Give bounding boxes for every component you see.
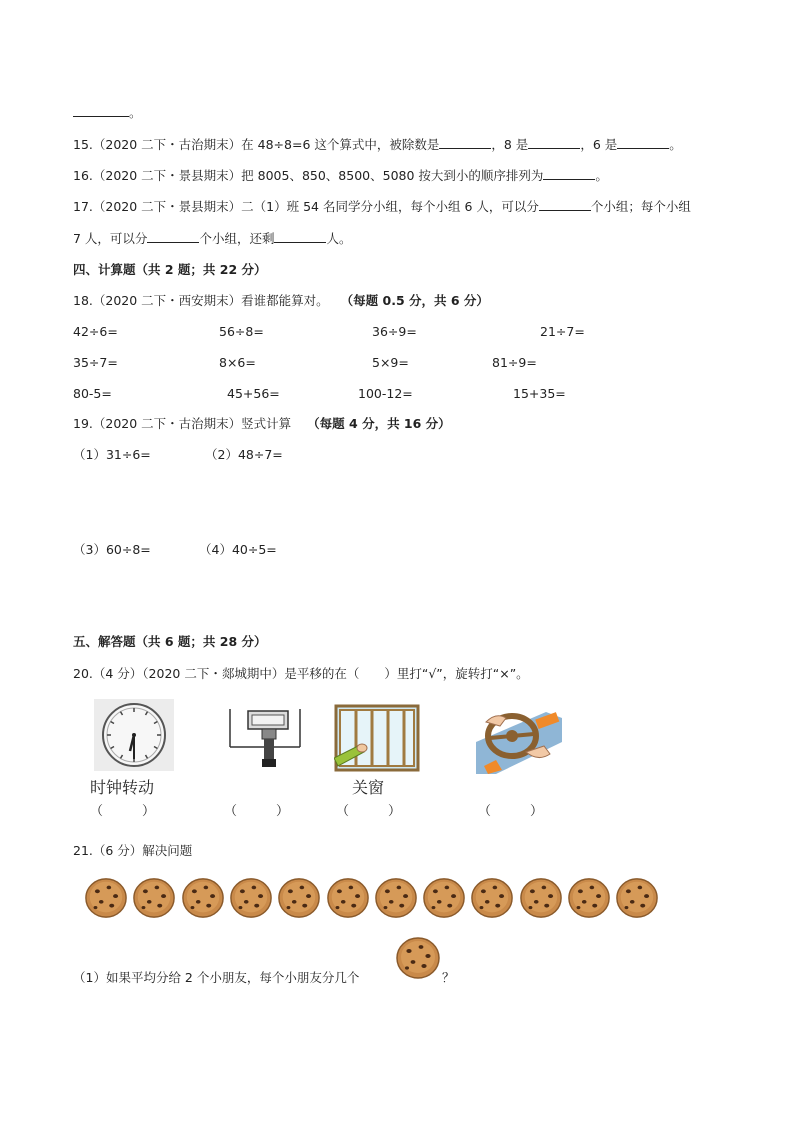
question-mark: ？	[442, 970, 455, 985]
calc-item: 42÷6=	[73, 324, 118, 339]
calc-item: 81÷9=	[492, 355, 537, 370]
answer-parentheses[interactable]: （ ）	[336, 804, 402, 819]
section-4-title: 四、计算题（共 2 题；共 22 分）	[73, 262, 267, 277]
question-17-line-1: 17.（2020 二下・景县期末）二（1）班 54 名同学分小组，每个小组 6 人，可以分 个小组；每个小组	[73, 199, 691, 214]
calc-item: 21÷7=	[540, 324, 585, 339]
question-15: 15.（2020 二下・古治期末）在 48÷8=6 这个算式中，被除数是 ，8 是 ，6 是 。	[73, 137, 682, 152]
cookie-icon	[132, 876, 176, 920]
window-picture	[334, 702, 420, 774]
cookie-icon	[567, 876, 611, 920]
cookie-icon	[326, 876, 370, 920]
answer-blank[interactable]	[147, 231, 199, 243]
vertical-calc-item: （1）31÷6=	[73, 447, 151, 462]
question-17-line-2: 7 人，可以分 个小组，还剩 人。	[73, 231, 352, 246]
answer-parentheses[interactable]: （ ）	[478, 804, 544, 819]
clock-picture	[94, 699, 174, 771]
calc-item: 45+56=	[227, 386, 280, 401]
question-20: 20.（4 分）（2020 二下・郯城期中）是平移的在（ ）里打“√”，旋转打“×”。	[73, 666, 529, 681]
calc-item: 15+35=	[513, 386, 566, 401]
clock-caption: 时钟转动	[90, 778, 155, 797]
window-caption: 关窗	[352, 778, 385, 797]
question-15-text: 15.（2020 二下・古治期末）在 48÷8=6 这个算式中，被除数是	[73, 137, 440, 152]
calc-item: 5×9=	[372, 355, 409, 370]
cookie-icon	[277, 876, 321, 920]
answer-blank[interactable]	[73, 105, 129, 117]
question-19: 19.（2020 二下・古治期末）竖式计算 （每题 4 分，共 16 分）	[73, 416, 451, 431]
question-16: 16.（2020 二下・景县期末）把 8005、850、8500、5080 按大到小的顺序排列为 。	[73, 168, 608, 183]
cookie-icon	[470, 876, 514, 920]
question-16-text: 16.（2020 二下・景县期末）把 8005、850、8500、5080 按大到小的顺序排列为	[73, 168, 544, 183]
calc-item: 100-12=	[358, 386, 413, 401]
cookie-icon	[422, 876, 466, 920]
cookie-row	[84, 876, 664, 922]
steering-wheel-picture	[476, 702, 562, 774]
cookie-icon	[229, 876, 273, 920]
calc-item: 56÷8=	[219, 324, 264, 339]
answer-parentheses[interactable]: （ ）	[90, 804, 156, 819]
calc-item: 35÷7=	[73, 355, 118, 370]
answer-blank[interactable]	[528, 137, 580, 149]
calc-item: 36÷9=	[372, 324, 417, 339]
previous-question-tail: 。	[73, 105, 142, 121]
question-21-sub-1: （1）如果平均分给 2 个小朋友，每个小朋友分几个	[73, 970, 360, 985]
cookie-icon	[374, 876, 418, 920]
cookie-icon	[395, 936, 441, 980]
answer-blank[interactable]	[543, 168, 595, 180]
answer-parentheses[interactable]: （ ）	[224, 804, 290, 819]
cookie-icon	[519, 876, 563, 920]
answer-blank[interactable]	[539, 199, 591, 211]
calc-item: 80-5=	[73, 386, 112, 401]
vertical-calc-item: （4）40÷5=	[199, 542, 277, 557]
answer-blank[interactable]	[439, 137, 491, 149]
vertical-calc-item: （3）60÷8=	[73, 542, 151, 557]
answer-blank[interactable]	[274, 231, 326, 243]
cookie-icon	[181, 876, 225, 920]
cookie-icon	[84, 876, 128, 920]
answer-blank[interactable]	[617, 137, 669, 149]
question-21: 21.（6 分）解决问题	[73, 843, 193, 858]
drawer-picture	[224, 699, 306, 771]
question-18: 18.（2020 二下・西安期末）看谁都能算对。 （每题 0.5 分，共 6 分）	[73, 293, 489, 308]
vertical-calc-item: （2）48÷7=	[205, 447, 283, 462]
calc-item: 8×6=	[219, 355, 256, 370]
section-5-title: 五、解答题（共 6 题；共 28 分）	[73, 634, 267, 649]
cookie-icon	[615, 876, 659, 920]
